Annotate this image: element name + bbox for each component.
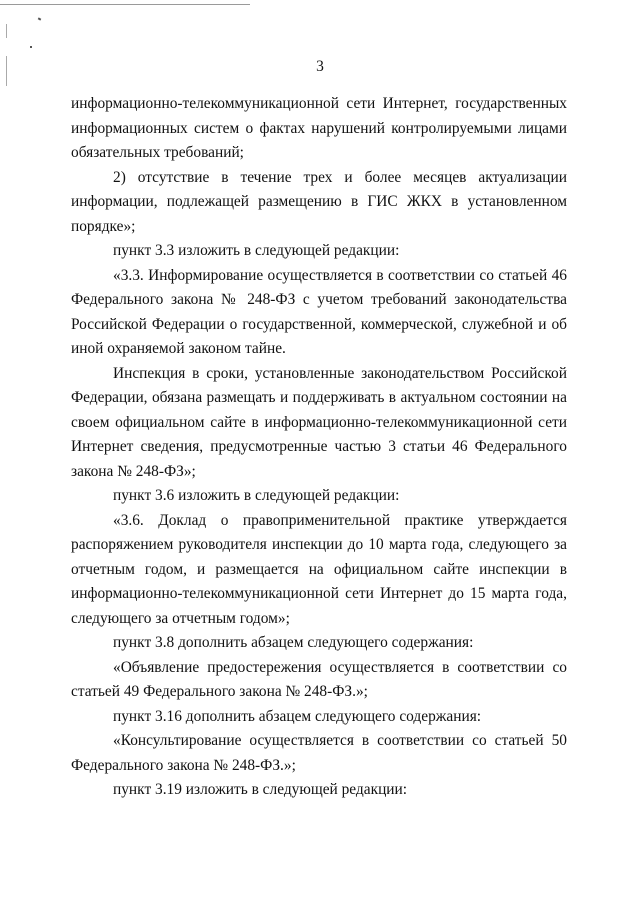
paragraph: пункт 3.8 дополнить абзацем следующего содержания: — [113, 634, 474, 651]
paragraph: «3.6. Доклад о правоприменительной практике утверждается распоряжением руководителя инспекции до 10 марта года, следующего за отчетным годом, и размещается на официальном сайте инспекции в информационно-телекоммуникационной сети Интернет до 15 марта года, следующего за отчетным годом»; — [71, 511, 567, 627]
paragraph: пункт 3.3 изложить в следующей редакции: — [113, 242, 400, 259]
paragraph: пункт 3.19 изложить в следующей редакции: — [113, 781, 408, 798]
paragraph: 2) отсутствие в течение трех и более месяцев актуализации информации, подлежащей размещению в ГИС ЖКХ в установленном порядке»; — [71, 168, 567, 235]
paragraph: пункт 3.16 дополнить абзацем следующего содержания: — [113, 707, 482, 725]
document-body — [71, 92, 567, 803]
scan-speck — [38, 17, 42, 20]
paragraph: информационно-телекоммуникационной сети Интернет, государственных информационных систем о фактах нарушений контролируемыми лицами обязательных требований; — [71, 95, 567, 161]
scan-speck — [30, 46, 32, 48]
scan-gap — [210, 0, 218, 4]
paragraph: «3.3. Информирование осуществляется в соответствии со статьей 46 Федерального закона № 248-ФЗ с учетом требований законодательства Российской Федерации о государственной, коммерческой, служебной и об иной охраняемой законом тайне. — [71, 266, 567, 357]
paragraph: Инспекция в сроки, установленные законодательством Российской Федерации, обязана размещать и поддерживать в актуальном состоянии на своем официальном сайте в информационно-телекоммуникационной сети Интернет сведения, предусмотренные частью 3 статьи 46 Федерального закона № 248-ФЗ»; — [71, 364, 567, 480]
paragraph: пункт 3.6 изложить в следующей редакции: — [113, 487, 400, 504]
scan-edge — [6, 24, 7, 38]
paragraph: «Объявление предостережения осуществляется в соответствии со статьей 49 Федерального закона № 248-ФЗ.»; — [71, 658, 567, 700]
scan-gap — [96, 0, 106, 4]
paragraph: «Консультирование осуществляется в соответствии со статьей 50 Федерального закона № 248-ФЗ.»; — [71, 732, 567, 774]
page-number: 3 — [316, 58, 324, 75]
